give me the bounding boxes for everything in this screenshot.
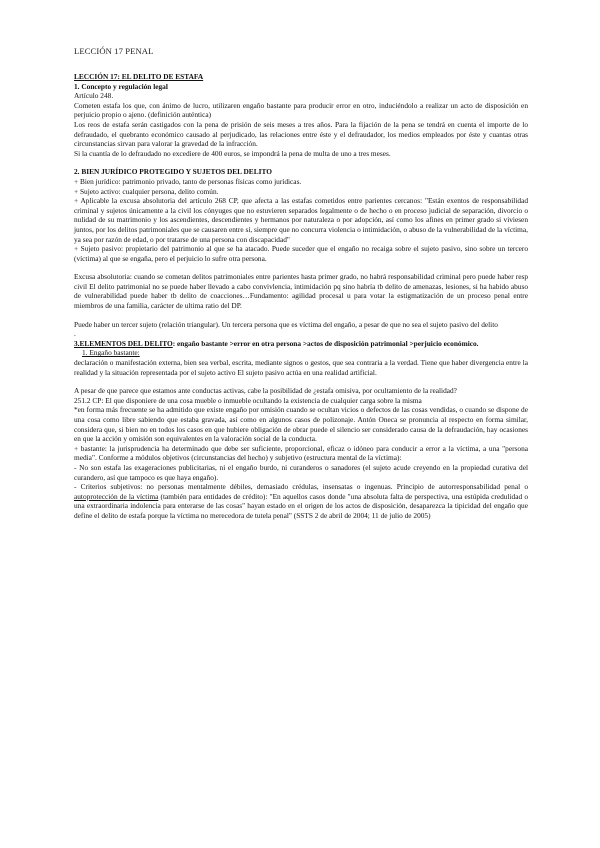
paragraph: + bastante: la jurisprudencia ha determinado que debe ser suficiente, proporcional, eficaz o idóneo para conducir a error a la víctima, a una "persona media". Conforme a módulos objetivos (circunstancias del hecho) y subjetivo (estructura mental de la víctima): [74,443,528,463]
separator-dot: . [74,329,76,339]
section-3-heading [74,339,528,349]
section-1-heading: 1. Concepto y regulación legal [74,81,168,91]
paragraph-part: (también para entidades de crédito): "En aquellos casos donde "una absoluta falta de perspectiva, una estúpida credulidad o una extraordinaria indolencia para enterarse de las cosas" hayan estado en el origen de los actos de disposición, desaparezca la tipicidad del engaño que define el delito de estafa porque la víctima no merecedora de tutela penal" (SSTS 2 de abril de 2004; 11 de julio de 2005) [74,491,528,520]
bullet-item: + Sujeto pasivo: propietario del patrimonio al que se ha atacado. Puede suceder que el engaño no recaiga sobre el sujeto pasivo, sino sobre un tercero (víctima) al que se engaña, pero el perjuicio lo sufre otra persona. [74,244,528,263]
paragraph: Si la cuantía de lo defraudado no excediere de 400 euros, se impondrá la pena de multa de uno a tres meses. [74,148,391,158]
page-header-title: LECCIÓN 17 PENAL [74,46,154,56]
section-3-heading-rest: : engaño bastante >error en otra persona >actos de disposición patrimonial >perjuicio económico. [172,338,479,348]
paragraph: Los reos de estafa serán castigados con la pena de prisión de seis meses a tres años. Para la fijación de la pena se tendrá en cuenta el importe de lo defraudado, el quebranto económico causado al perjudicado, las relaciones entre éste y el defraudador, los medios empleados por éste y cuantas otras circunstancias sirvan para valorar la gravedad de la infracción. [74,119,528,149]
paragraph: A pesar de que parece que estamos ante conductas activas, cabe la posibilidad de ¿estafa omisiva, por ocultamiento de la realidad? [74,386,457,396]
bullet-item: + Bien jurídico: patrimonio privado, tanto de personas físicas como jurídicas. [74,176,302,186]
paragraph [74,482,528,520]
paragraph-part: - Criterios subjetivos: no personas mentalmente débiles, demasiado crédulas, insensatas o ingenuas. Principio de autorresponsabilidad penal o [74,482,528,492]
document-body [74,72,528,521]
paragraph: Puede haber un tercer sujeto (relación triangular). Un tercera persona que es víctima del engaño, a pesar de que no sea el sujeto pasivo del delito [74,319,498,329]
bullet-item: + Aplicable la excusa absolutoria del artículo 268 CP, que afecta a las estafas cometidos entre parientes cercanos: "Están exentos de responsabilidad criminal y sujetos únicamente a la civil los cónyuges que no estuvieren separados legalmente o de hecho o en proceso judicial de separación, divorcio o nulidad de su matrimonio y los ascendientes, descendientes y hermanos por naturaleza o por adopción, así como los afines en primer grado si viviesen juntos, por los delitos patrimoniales que se causaren entre sí, siempre que no concurra violencia o intimidación, o abuso de la vulnerabilidad de la víctima, ya sea por razón de edad, o por tratarse de una persona con discapacidad" [74,196,528,244]
section-2-heading: 2. BIEN JURÍDICO PROTEGIDO Y SUJETOS DEL DELITO [74,167,272,177]
article-label: Artículo 248. [74,91,114,101]
paragraph: Cometen estafa los que, con ánimo de lucro, utilizaren engaño bastante para producir error en otro, induciéndolo a realizar un acto de disposición en perjuicio propio o ajeno. (definición auténtica) [74,100,528,120]
bullet-item: + Sujeto activo: cualquier persona, delito común. [74,186,219,196]
paragraph: declaración o manifestación externa, bien sea verbal, escrita, mediante signos o gestos, que sea contraria a la verdad. Tiene que haber divergencia entre la realidad y la situación representada por el sujeto activo El sujeto pasivo actúa en una realidad artificial. [74,358,528,377]
section-3-heading-bold: 3.ELEMENTOS DEL DELITO [74,338,173,348]
paragraph: Excusa absolutoria: cuando se cometan delitos patrimoniales entre parientes hasta primer grado, no habrá responsabilidad criminal pero puede haber resp civil El delito patrimonial no se puede haber llevado a cabo convivlencia, intimidación pq sino habría tb delito de amenazas, lesiones, si ha habido abuso de vulnerabilidad puede haber tb delito de coacciones…Fundamento: agilidad procesal u para votar la estigmatización de un proceso penal entre miembros de una familia, carácter de ultima ratio del DP. [74,272,528,311]
subsection-heading: 1. Engaño bastante: [82,348,140,358]
paragraph: 251.2 CP: El que disponiere de una cosa mueble o inmueble ocultando la existencia de cualquier carga sobre la misma [74,395,422,405]
paragraph: - No son estafa las exageraciones publicitarias, ni el engaño burdo, ni curanderos o sanadores (el sujeto acude creyendo en la propiedad curativa del curandero, así que tampoco es que haya engaño). [74,462,528,482]
lesson-title: LECCIÓN 17: EL DELITO DE ESTAFA [74,72,204,81]
paragraph: *en forma más frecuente se ha admitido que existe engaño por omisión cuando se ocultan vicios o defectos de las cosas vendidas, o cuando se dispone de una cosa como libre sabiendo que estaba gravada, así como en algunos casos de polizonaje. Antón Oneca se pronuncia al respecto en forma similar, considera que, si bien no en todos los casos en que hubiere obligación de obrar puede el silencio ser considerado causa de la defraudación, hay ocasiones en que la acción y omisión son equivalentes en la valoración social de la conducta. [74,405,528,444]
underlined-term: autoprotección de la víctima [74,491,159,501]
